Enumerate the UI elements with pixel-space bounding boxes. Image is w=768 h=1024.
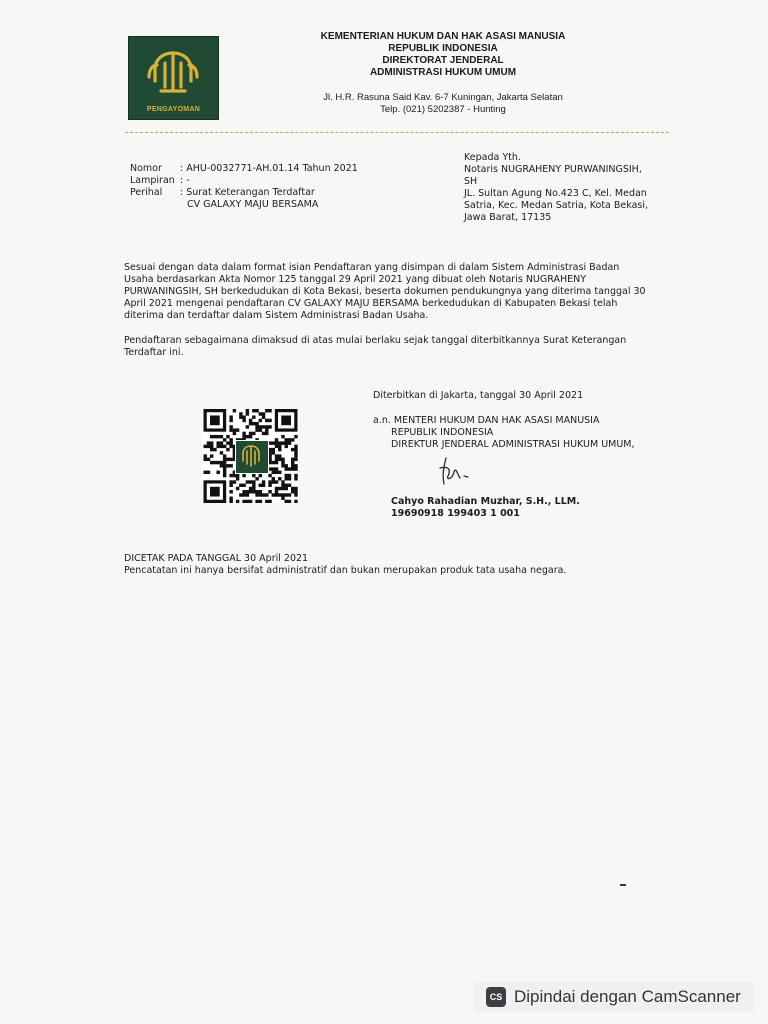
recipient-salutation: Kepada Yth. xyxy=(464,152,521,163)
qr-center-logo xyxy=(235,440,269,474)
an-line-2: REPUBLIK INDONESIA xyxy=(391,427,494,438)
paragraph1-line1: Sesuai dengan data dalam format isian Pendaftaran yang disimpan di dalam Sistem Administrasi Badan xyxy=(124,262,620,273)
signer-name: Cahyo Rahadian Muzhar, S.H., LLM. xyxy=(391,496,580,507)
recipient-address-3: Jawa Barat, 17135 xyxy=(464,212,552,223)
lampiran-label: Lampiran xyxy=(130,175,175,186)
ministry-name: KEMENTERIAN HUKUM DAN HAK ASASI MANUSIA xyxy=(320,31,566,42)
recipient-block xyxy=(464,152,664,224)
office-phone: Telp. (021) 5202387 - Hunting xyxy=(380,104,506,115)
pengayoman-tree-icon xyxy=(143,47,203,99)
perihal-row xyxy=(130,187,437,199)
handwritten-signature xyxy=(434,454,474,488)
directorate-name: DIREKTORAT JENDERAL xyxy=(382,55,504,66)
paragraph1-line3: PURWANINGSIH, SH berkedudukan di Kota Bekasi, beserta dokumen pendukungnya yang diterima tanggal 30 xyxy=(124,286,646,297)
logo-text: PENGAYOMAN xyxy=(146,106,201,113)
paragraph2-line1: Pendaftaran sebagaimana dimaksud di atas mulai berlaku sejak tanggal diterbitkannya Surat Keterangan xyxy=(124,335,627,346)
an-line-3: DIREKTUR JENDERAL ADMINISTRASI HUKUM UMUM, xyxy=(391,439,635,450)
issued-line: Diterbitkan di Jakarta, tanggal 30 April 2021 xyxy=(373,390,584,401)
header-divider xyxy=(125,132,669,133)
department-name: ADMINISTRASI HUKUM UMUM xyxy=(369,67,517,78)
perihal-value: : Surat Keterangan Terdaftar xyxy=(180,187,315,198)
camscanner-text: Dipindai dengan CamScanner xyxy=(514,987,741,1006)
scan-mark xyxy=(620,884,626,886)
body-paragraph-1 xyxy=(124,262,654,322)
paragraph2-line2: Terdaftar ini. xyxy=(124,347,184,358)
lampiran-row xyxy=(130,175,437,187)
perihal-row-2 xyxy=(130,199,437,211)
qr-code xyxy=(202,409,299,503)
footer-notes xyxy=(124,553,566,577)
body-paragraph-2 xyxy=(124,335,654,359)
signer-nip: 19690918 199403 1 001 xyxy=(391,508,520,519)
paragraph1-line4: April 2021 mengenai pendaftaran CV GALAXY MAJU BERSAMA berkedudukan di Kabupaten Bekasi telah xyxy=(124,298,618,309)
recipient-address-2: Satria, Kec. Medan Satria, Kota Bekasi, xyxy=(464,200,649,211)
pengayoman-mini-icon xyxy=(236,441,266,471)
office-address: Jl. H.R. Rasuna Said Kav. 6-7 Kuningan, Jakarta Selatan xyxy=(323,92,563,103)
lampiran-value: : - xyxy=(180,175,190,186)
paragraph1-line5: diterima dan terdaftar dalam Sistem Administrasi Badan Usaha. xyxy=(124,310,429,321)
disclaimer-note: Pencatatan ini hanya bersifat administratif dan bukan merupakan produk tata usaha negara. xyxy=(124,565,567,576)
nomor-row xyxy=(130,163,437,175)
letter-meta xyxy=(130,163,437,211)
recipient-name-1: Notaris NUGRAHENY PURWANINGSIH, xyxy=(464,164,642,175)
paragraph1-line2: Usaha berdasarkan Akta Nomor 125 tanggal 29 April 2021 yang dibuat oleh Notaris NUGRAHENY xyxy=(124,274,587,285)
letterhead xyxy=(300,31,586,116)
recipient-address-1: JL. Sultan Agung No.423 C, Kel. Medan xyxy=(464,188,647,199)
recipient-name-2: SH xyxy=(464,176,478,187)
republic-name: REPUBLIK INDONESIA xyxy=(388,43,498,54)
printed-date: DICETAK PADA TANGGAL 30 April 2021 xyxy=(124,553,309,564)
perihal-value-2: CV GALAXY MAJU BERSAMA xyxy=(187,199,319,210)
signer-block xyxy=(391,496,580,520)
an-line-1: a.n. MENTERI HUKUM DAN HAK ASASI MANUSIA xyxy=(373,415,600,426)
camscanner-icon: CS xyxy=(486,987,506,1007)
nomor-value: : AHU-0032771-AH.01.14 Tahun 2021 xyxy=(180,163,358,174)
perihal-label: Perihal xyxy=(130,187,163,198)
camscanner-watermark xyxy=(474,982,754,1012)
nomor-label: Nomor xyxy=(130,163,162,174)
ministry-logo xyxy=(128,36,219,120)
